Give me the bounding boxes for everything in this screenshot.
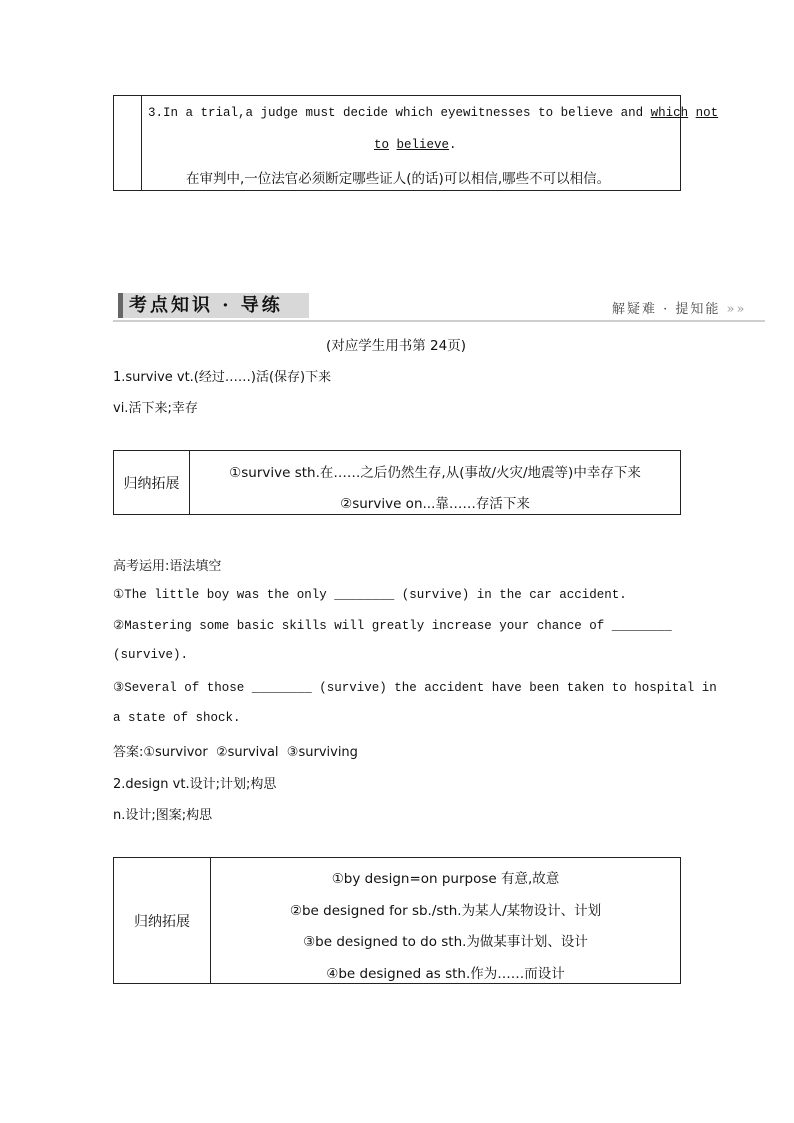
word2-expansion-list <box>211 864 680 990</box>
exercise-answer: 答案:①survivor ②survival ③surviving <box>113 745 358 760</box>
word1-expansion-list <box>190 458 680 520</box>
word1-definition-vt: 1.survive vt.(经过……)活(保存)下来 <box>113 370 332 385</box>
word1-definition-vi: vi.活下来;幸存 <box>113 401 198 416</box>
section-banner-right <box>612 298 746 317</box>
word1-table-label: 归纳拓展 <box>114 451 190 514</box>
word2-expansion-2: ②be designed for sb./sth.为某人/某物设计、计划 <box>289 902 602 919</box>
sentence-underlined-to: to <box>374 138 390 152</box>
sentence-underlined-believe: believe <box>396 138 450 152</box>
sentence-underlined-not: not <box>695 106 719 120</box>
exercise-q3: ③Several of those ________ (survive) the accident have been taken to hospital in <box>113 681 717 695</box>
word2-expansion-3: ③be designed to do sth.为做某事计划、设计 <box>303 934 588 950</box>
banner-right-text: 解疑难 · 提知能 <box>612 302 721 317</box>
sentence-text: 3.In a trial,a judge must decide which eyewitnesses to believe and <box>148 106 644 120</box>
sentence-underlined-which: which <box>650 106 689 120</box>
word1-expansion-table <box>113 450 681 515</box>
word2-expansion-table <box>113 857 681 984</box>
example-sentence-cont <box>374 138 457 152</box>
source-note: (对应学生用书第 24页) <box>326 338 467 354</box>
example-sentence <box>148 106 718 120</box>
top-example-table <box>113 95 719 191</box>
word1-expansion-1: ①survive sth.在……之后仍然生存,从(事故/火灾/地震等)中幸存下来 <box>229 465 641 481</box>
exercise-q2-cont: (survive). <box>113 648 189 662</box>
word2-expansion-1: ①by design=on purpose 有意,故意 <box>331 871 560 887</box>
section-banner-title: 考点知识 · 导练 <box>118 293 309 318</box>
exercise-q2: ②Mastering some basic skills will greatly increase your chance of ________ <box>113 619 672 633</box>
chevrons-right-icon: »» <box>726 302 747 317</box>
exercise-heading: 高考运用:语法填空 <box>113 559 222 574</box>
word2-table-label: 归纳拓展 <box>114 858 211 983</box>
sentence-period: . <box>449 138 457 152</box>
exercise-q3-cont: a state of shock. <box>113 711 241 725</box>
word2-definition-vt: 2.design vt.设计;计划;构思 <box>113 777 277 792</box>
word2-expansion-4: ④be designed as sth.作为……而设计 <box>326 965 565 982</box>
table-left-cell <box>114 96 142 190</box>
example-translation: 在审判中,一位法官必须断定哪些证人(的话)可以相信,哪些不可以相信。 <box>186 171 611 187</box>
exercise-q1: ①The little boy was the only ________ (survive) in the car accident. <box>113 588 627 602</box>
word1-expansion-2: ②survive on...靠……存活下来 <box>340 496 530 512</box>
word2-definition-n: n.设计;图案;构思 <box>113 808 213 823</box>
section-banner-rule <box>113 320 765 322</box>
